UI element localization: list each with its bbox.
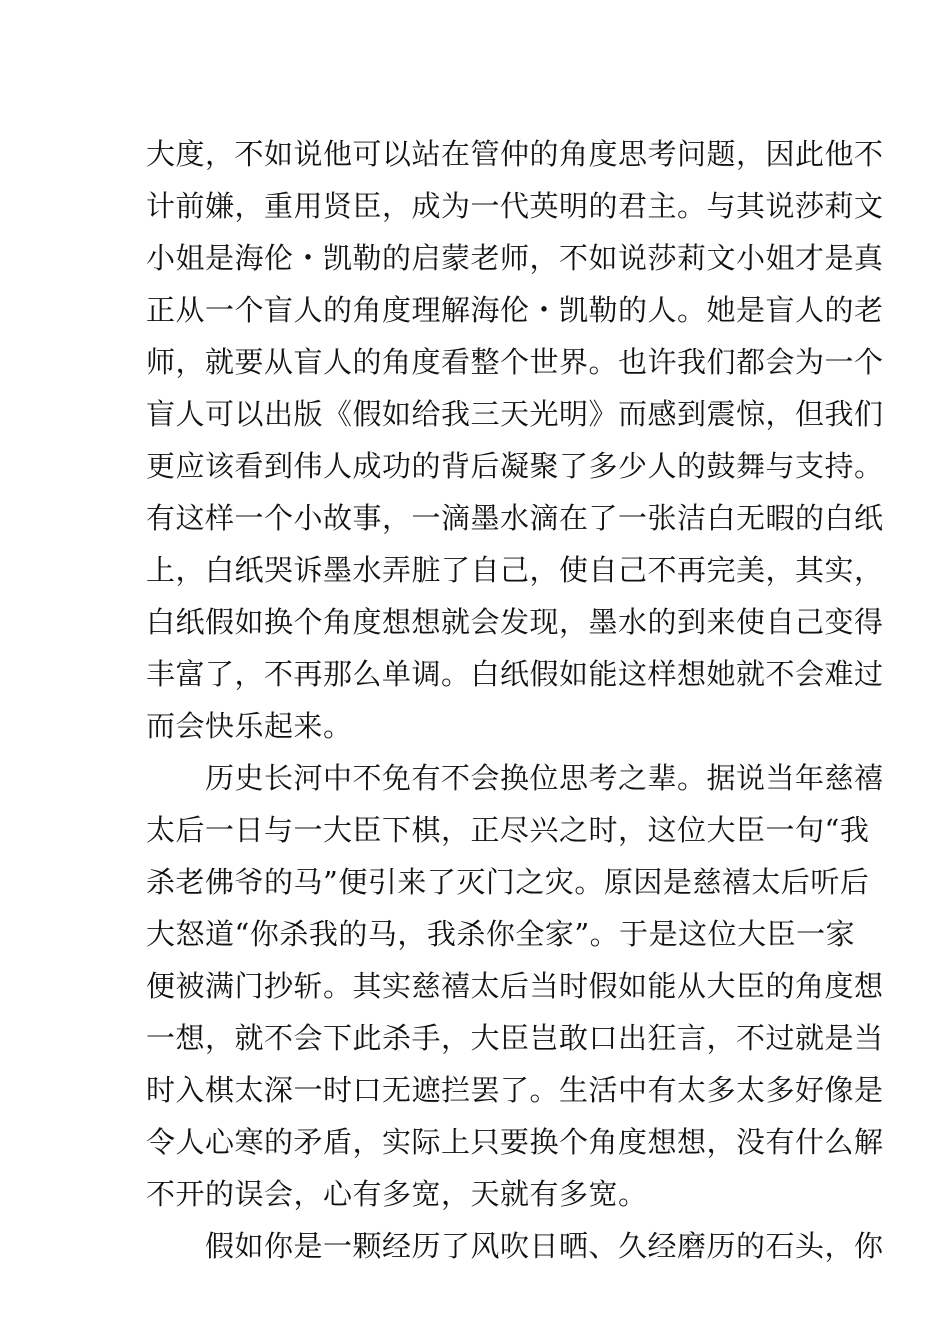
paragraph-start-line: 历史长河中不免有不会换位思考之辈。据说当年慈禧 bbox=[146, 761, 884, 795]
text-line: 时入棋太深一时口无遮拦罢了。生活中有太多太多好像是 bbox=[146, 1073, 884, 1107]
essay-body bbox=[146, 128, 884, 1272]
text-line: 上，白纸哭诉墨水弄脏了自己，使自己不再完美，其实， bbox=[146, 553, 884, 587]
text-line: 小姐是海伦・凯勒的启蒙老师，不如说莎莉文小姐才是真 bbox=[146, 241, 884, 275]
text-line: 而会快乐起来。 bbox=[146, 709, 353, 743]
text-line: 计前嫌，重用贤臣，成为一代英明的君主。与其说莎莉文 bbox=[146, 189, 884, 223]
text-line: 有这样一个小故事，一滴墨水滴在了一张洁白无暇的白纸 bbox=[146, 501, 884, 535]
text-line: 令人心寒的矛盾，实际上只要换个角度想想，没有什么解 bbox=[146, 1125, 884, 1159]
text-line: 杀老佛爷的马”便引来了灭门之灾。原因是慈禧太后听后 bbox=[146, 865, 870, 899]
text-line: 太后一日与一大臣下棋，正尽兴之时，这位大臣一句“我 bbox=[146, 813, 870, 847]
text-line: 更应该看到伟人成功的背后凝聚了多少人的鼓舞与支持。 bbox=[146, 449, 884, 483]
text-line: 不开的误会，心有多宽，天就有多宽。 bbox=[146, 1177, 648, 1211]
text-line: 正从一个盲人的角度理解海伦・凯勒的人。她是盲人的老 bbox=[146, 293, 884, 327]
paragraph-start-line: 假如你是一颗经历了风吹日晒、久经磨历的石头，你 bbox=[146, 1229, 884, 1263]
text-line: 白纸假如换个角度想想就会发现，墨水的到来使自己变得 bbox=[146, 605, 884, 639]
text-line: 一想，就不会下此杀手，大臣岂敢口出狂言，不过就是当 bbox=[146, 1021, 884, 1055]
text-line: 盲人可以出版《假如给我三天光明》而感到震惊，但我们 bbox=[146, 397, 884, 431]
text-line: 大度，不如说他可以站在管仲的角度思考问题，因此他不 bbox=[146, 137, 884, 171]
text-line: 便被满门抄斩。其实慈禧太后当时假如能从大臣的角度想 bbox=[146, 969, 884, 1003]
text-line: 丰富了，不再那么单调。白纸假如能这样想她就不会难过 bbox=[146, 657, 884, 691]
text-line: 大怒道“你杀我的马，我杀你全家”。于是这位大臣一家 bbox=[146, 917, 856, 951]
text-line: 师，就要从盲人的角度看整个世界。也许我们都会为一个 bbox=[146, 345, 884, 379]
